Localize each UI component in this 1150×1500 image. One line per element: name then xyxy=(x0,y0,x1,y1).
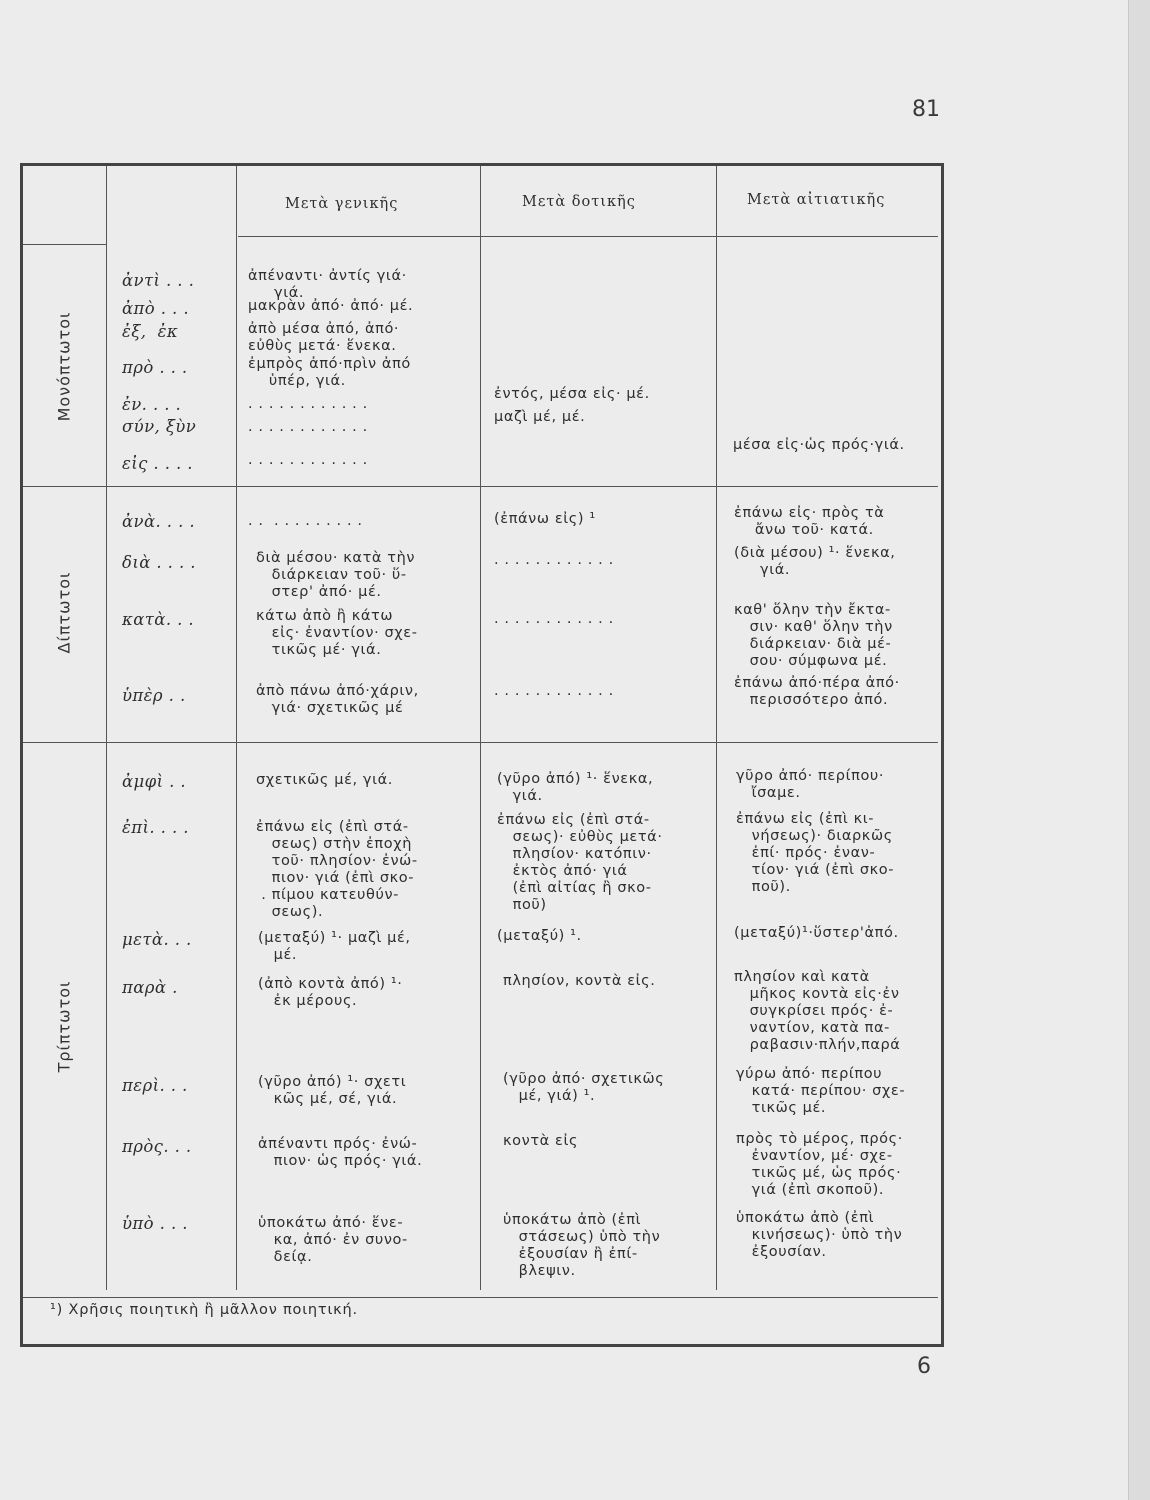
cell-epi-genitive: ἐπάνω εἰς (ἐπὶ στά- σεως) στὴν ἐποχὴ τοῦ· πλησίον· ἐνώ- πιον· γιά (ἐπὶ σκο- . πίμου κατευθύν- σεως). xyxy=(256,819,418,920)
cell-apo-genitive: μακρὰν ἀπό· ἀπό· μέ. xyxy=(248,298,414,314)
prep-amphi: ἀμφὶ . . xyxy=(122,772,187,791)
cell-pros-accusative: πρὸς τὸ μέρος, πρός· ἐναντίον, μέ· σχε- τικῶς μέ, ὡς πρός· γιά (ἐπὶ σκοποῦ). xyxy=(736,1131,903,1198)
prep-hypo: ὑπὸ . . . xyxy=(122,1214,188,1233)
rule-header xyxy=(238,236,938,237)
rule-gen-col xyxy=(236,166,237,1290)
cell-epi-dative: ἐπάνω εἰς (ἐπὶ στά- σεως)· εὐθὺς μετά· πλησίον· κατόπιν· ἐκτὸς ἀπό· γιά (ἐπὶ αἰτίας ἢ σκο- ποῦ) xyxy=(497,812,663,913)
rule-dat-col xyxy=(480,166,481,1290)
prep-pros: πρὸς. . . xyxy=(122,1137,192,1156)
cell-hyper-genitive: ἀπὸ πάνω ἀπό·χάριν, γιά· σχετικῶς μέ xyxy=(256,683,419,716)
cell-pros-genitive: ἀπέναντι πρός· ἐνώ- πιον· ὡς πρός· γιά. xyxy=(258,1136,423,1169)
cell-ex-genitive: ἀπὸ μέσα ἀπό, ἀπό· εὐθὺς μετά· ἕνεκα. xyxy=(248,321,400,354)
rule-group-2 xyxy=(23,742,938,743)
prep-eis: εἰς . . . . xyxy=(122,454,193,473)
prep-en: ἐν. . . . xyxy=(122,395,182,414)
cell-eis-genitive: . . . . . . . . . . . . xyxy=(248,452,368,468)
cell-hypo-dative: ὑποκάτω ἀπὸ (ἐπὶ στάσεως) ὑπὸ τὴν ἐξουσίαν ἢ ἐπί- βλεψιν. xyxy=(503,1212,661,1279)
prep-para: παρὰ . xyxy=(122,978,178,997)
prep-syn: σύν, ξὺν xyxy=(122,417,197,436)
prep-ex: ἐξ, ἐκ xyxy=(122,322,179,341)
signature-mark: 6 xyxy=(917,1354,931,1379)
cell-kata-accusative: καθ' ὅλην τὴν ἔκτα- σιν· καθ' ὅλην τὴν διάρκειαν· διὰ μέ- σου· σύμφωνα μέ. xyxy=(734,602,893,669)
prep-ana: ἀνὰ. . . . xyxy=(122,512,196,531)
prep-anti: ἀντὶ . . . xyxy=(122,271,195,290)
rule-acc-col xyxy=(716,166,717,1290)
cell-amphi-dative: (γῦρο ἀπό) ¹· ἕνεκα, γιά. xyxy=(497,771,654,804)
cell-para-genitive: (ἀπὸ κοντὰ ἀπό) ¹· ἐκ μέρους. xyxy=(258,976,403,1009)
prep-meta: μετὰ. . . xyxy=(122,930,192,949)
cell-hypo-genitive: ὑποκάτω ἀπό· ἕνε- κα, ἀπό· ἐν συνο- δείᾳ. xyxy=(258,1215,408,1265)
cell-ana-genitive: . . . . . . . . . . . xyxy=(248,513,363,529)
cell-en-dative: ἐντός, μέσα εἰς· μέ. xyxy=(494,386,650,402)
cell-dia-dative: . . . . . . . . . . . . xyxy=(494,552,614,568)
cell-hyper-dative: . . . . . . . . . . . . xyxy=(494,683,614,699)
cell-kata-genitive: κάτω ἀπὸ ἢ κάτω εἰς· ἐναντίον· σχε- τικῶς μέ· γιά. xyxy=(256,608,418,658)
footnote: ¹) Χρῆσις ποιητικὴ ἢ μᾶλλον ποιητική. xyxy=(50,1302,358,1318)
cell-dia-genitive: διὰ μέσου· κατὰ τὴν διάρκειαν τοῦ· ὕ- στερ' ἀπό· μέ. xyxy=(256,550,416,600)
page-number: 81 xyxy=(912,97,940,122)
prep-kata: κατὰ. . . xyxy=(122,610,195,629)
header-dative: Μετὰ δοτικῆς xyxy=(522,194,636,210)
cell-epi-accusative: ἐπάνω εἰς (ἐπὶ κι- νήσεως)· διαρκῶς ἐπί· πρός· ἐναν- τίον· γιά (ἐπὶ σκο- ποῦ). xyxy=(736,811,895,895)
cell-syn-genitive: . . . . . . . . . . . . xyxy=(248,419,368,435)
cell-peri-accusative: γύρω ἀπό· περίπου κατά· περίπου· σχε- τικῶς μέ. xyxy=(736,1066,906,1116)
cell-dia-accusative: (διὰ μέσου) ¹· ἕνεκα, γιά. xyxy=(734,545,896,578)
cell-peri-dative: (γῦρο ἀπό· σχετικῶς μέ, γιά) ¹. xyxy=(503,1071,665,1104)
cell-pro-genitive: ἐμπρὸς ἀπό·πρὶν ἀπό ὑπέρ, γιά. xyxy=(248,356,411,389)
prep-peri: περὶ. . . xyxy=(122,1076,188,1095)
cell-kata-dative: . . . . . . . . . . . . xyxy=(494,611,614,627)
cell-eis-accusative: μέσα εἰς·ὡς πρός·γιά. xyxy=(733,437,905,453)
cell-ana-dative: (ἐπάνω εἰς) ¹ xyxy=(494,511,596,527)
cell-hypo-accusative: ὑποκάτω ἀπὸ (ἐπὶ κινήσεως)· ὑπὸ τὴν ἐξουσίαν. xyxy=(736,1210,903,1260)
prep-dia: διὰ . . . . xyxy=(122,553,196,572)
prep-pro: πρὸ . . . xyxy=(122,358,188,377)
cell-amphi-accusative: γῦρο ἀπό· περίπου· ἴσαμε. xyxy=(736,768,885,801)
rule-prep-col xyxy=(106,166,107,1290)
cell-hyper-accusative: ἐπάνω ἀπό·πέρα ἀπό· περισσότερο ἀπό. xyxy=(734,675,900,708)
cell-meta-dative: (μεταξύ) ¹. xyxy=(497,928,582,944)
group-diptotoi: Δίπτωτοι xyxy=(54,571,74,654)
cell-meta-accusative: (μεταξύ)¹·ὕστερ'ἀπό. xyxy=(734,925,899,941)
rule-group-1 xyxy=(23,486,938,487)
cell-para-accusative: πλησίον καὶ κατὰ μῆκος κοντὰ εἰς·ἐν συγκρίσει πρός· ἐ- ναντίον, κατὰ πα- ραβασιν·πλήν,παρά xyxy=(734,969,901,1053)
group-triptotoi: Τρίπτωτοι xyxy=(54,980,74,1073)
prep-apo: ἀπὸ . . . xyxy=(122,299,189,318)
cell-pros-dative: κοντὰ εἰς xyxy=(503,1133,579,1149)
prep-hyper: ὑπὲρ . . xyxy=(122,686,186,705)
header-genitive: Μετὰ γενικῆς xyxy=(285,196,399,212)
cell-meta-genitive: (μεταξύ) ¹· μαζὶ μέ, μέ. xyxy=(258,930,411,963)
group-monoptotoi: Μονόπτωτοι xyxy=(54,311,74,422)
page-edge xyxy=(1128,0,1150,1500)
header-accusative: Μετὰ αἰτιατικῆς xyxy=(747,192,886,208)
cell-para-dative: πλησίον, κοντὰ εἰς. xyxy=(503,973,656,989)
cell-en-genitive: . . . . . . . . . . . . xyxy=(248,396,368,412)
rule-footnote xyxy=(23,1297,938,1298)
cell-amphi-genitive: σχετικῶς μέ, γιά. xyxy=(256,772,393,788)
cell-peri-genitive: (γῦρο ἀπό) ¹· σχετι κῶς μέ, σέ, γιά. xyxy=(258,1074,407,1107)
cell-syn-dative: μαζὶ μέ, μέ. xyxy=(494,409,586,425)
rule-header-left xyxy=(23,244,106,245)
cell-ana-accusative: ἐπάνω εἰς· πρὸς τὰ ἄνω τοῦ· κατά. xyxy=(734,505,885,538)
cell-anti-genitive: ἀπέναντι· ἀντίς γιά· γιά. xyxy=(248,268,407,301)
prep-epi: ἐπὶ. . . . xyxy=(122,818,189,837)
